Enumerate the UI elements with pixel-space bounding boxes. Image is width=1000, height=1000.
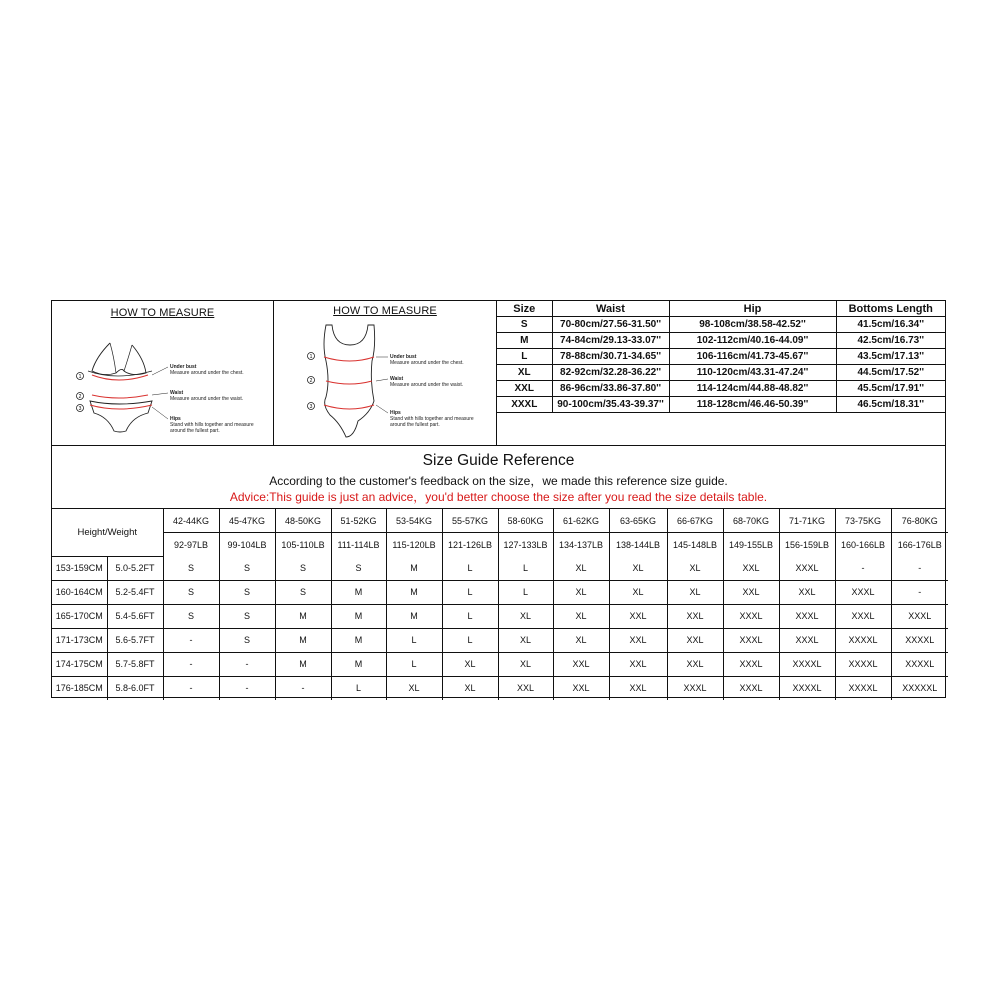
recommended-size-cell: - — [219, 652, 275, 676]
size-table-row — [497, 333, 945, 349]
recommended-size-cell: XXL — [609, 676, 667, 700]
recommended-size-cell: L — [442, 604, 498, 628]
recommended-size-cell: S — [219, 580, 275, 604]
size-column-header: Size — [497, 301, 552, 317]
size-table-row — [497, 365, 945, 381]
recommended-size-cell: M — [331, 580, 386, 604]
recommended-size-cell: XL — [442, 652, 498, 676]
weight-kg-header: 51-52KG — [331, 509, 386, 533]
height-row — [52, 676, 948, 700]
reference-table-body — [52, 556, 948, 700]
weight-kg-header: 76-80KG — [891, 509, 948, 533]
weight-kg-header: 73-75KG — [835, 509, 891, 533]
height-cm-cell: 176-185CM — [52, 676, 107, 700]
size-table-body — [497, 317, 945, 413]
recommended-size-cell: XXL — [723, 580, 779, 604]
weight-kg-header: 48-50KG — [275, 509, 331, 533]
weight-lb-header: 134-137LB — [553, 533, 609, 557]
bottoms-length-cell: 46.5cm/18.31'' — [836, 397, 945, 413]
recommended-size-cell: XXXL — [779, 628, 835, 652]
recommended-size-cell: - — [891, 580, 948, 604]
bottoms-length-cell: 43.5cm/17.13'' — [836, 349, 945, 365]
weight-lb-header: 111-114LB — [331, 533, 386, 557]
recommended-size-cell: XXL — [779, 580, 835, 604]
recommended-size-cell: L — [442, 628, 498, 652]
recommended-size-cell: XXXL — [723, 628, 779, 652]
recommended-size-cell: XL — [667, 556, 723, 580]
height-cm-cell: 153-159CM — [52, 556, 107, 580]
recommended-size-cell: XXL — [723, 556, 779, 580]
recommended-size-cell: XXXL — [667, 676, 723, 700]
waist-note: Waist Measure around under the waist. — [390, 376, 464, 388]
height-ft-cell: 5.2-5.4FT — [107, 580, 163, 604]
measure-panel-bikini — [52, 301, 274, 445]
weight-kg-header: 53-54KG — [386, 509, 442, 533]
recommended-size-cell: L — [442, 556, 498, 580]
recommended-size-cell: XXXXXL — [891, 676, 948, 700]
recommended-size-cell: M — [275, 652, 331, 676]
height-weight-reference-table — [52, 509, 948, 700]
size-table-header-row — [497, 301, 945, 317]
weight-kg-header: 61-62KG — [553, 509, 609, 533]
hip-cell: 106-116cm/41.73-45.67'' — [669, 349, 836, 365]
hip-cell: 110-120cm/43.31-47.24'' — [669, 365, 836, 381]
hip-cell: 102-112cm/40.16-44.09'' — [669, 333, 836, 349]
recommended-size-cell: S — [163, 604, 219, 628]
size-guide-advice: Advice:This guide is just an advice，you'd better choose the size after you read the size details table. — [229, 490, 768, 504]
hip-cell: 98-108cm/38.58-42.52'' — [669, 317, 836, 333]
recommended-size-cell: XXL — [667, 604, 723, 628]
svg-text:2: 2 — [78, 394, 82, 400]
svg-text:3: 3 — [309, 404, 313, 410]
recommended-size-cell: XL — [667, 580, 723, 604]
recommended-size-cell: XXXL — [723, 652, 779, 676]
how-to-measure-title: HOW TO MEASURE — [333, 305, 437, 317]
recommended-size-cell: L — [386, 628, 442, 652]
recommended-size-cell: XXXL — [779, 604, 835, 628]
recommended-size-cell: XXXL — [723, 604, 779, 628]
height-row — [52, 628, 948, 652]
height-cm-cell: 174-175CM — [52, 652, 107, 676]
recommended-size-cell: XXXXL — [779, 676, 835, 700]
recommended-size-cell: M — [386, 556, 442, 580]
recommended-size-cell: XXXL — [779, 556, 835, 580]
underbust-note: Under bust Measure around under the chest. — [170, 364, 244, 376]
recommended-size-cell: M — [386, 604, 442, 628]
underbust-note: Under bust Measure around under the chest. — [390, 354, 464, 366]
recommended-size-cell: L — [498, 556, 553, 580]
recommended-size-cell: L — [498, 580, 553, 604]
recommended-size-cell: XXXXL — [891, 652, 948, 676]
waist-cell: 70-80cm/27.56-31.50'' — [552, 317, 669, 333]
weight-lb-header: 92-97LB — [163, 533, 219, 557]
recommended-size-cell: - — [275, 676, 331, 700]
height-ft-cell: 5.0-5.2FT — [107, 556, 163, 580]
height-cm-cell: 165-170CM — [52, 604, 107, 628]
svg-text:1: 1 — [78, 374, 82, 380]
size-cell: XXXL — [497, 397, 552, 413]
recommended-size-cell: XXXXL — [835, 652, 891, 676]
recommended-size-cell: S — [163, 556, 219, 580]
recommended-size-cell: - — [835, 556, 891, 580]
recommended-size-cell: XL — [498, 628, 553, 652]
recommended-size-cell: XL — [609, 580, 667, 604]
hip-column-header: Hip — [669, 301, 836, 317]
recommended-size-cell: XXXL — [723, 676, 779, 700]
size-table-row — [497, 397, 945, 413]
recommended-size-cell: - — [219, 676, 275, 700]
recommended-size-cell: XL — [442, 676, 498, 700]
weight-lb-header: 166-176LB — [891, 533, 948, 557]
recommended-size-cell: S — [275, 580, 331, 604]
weight-lb-row — [52, 533, 948, 557]
recommended-size-cell: M — [275, 604, 331, 628]
height-row — [52, 580, 948, 604]
recommended-size-cell: - — [163, 652, 219, 676]
recommended-size-cell: S — [219, 628, 275, 652]
recommended-size-cell: XXXXL — [779, 652, 835, 676]
recommended-size-cell: - — [163, 628, 219, 652]
measure-panel-onepiece — [274, 301, 497, 445]
height-row — [52, 556, 948, 580]
height-cm-cell: 171-173CM — [52, 628, 107, 652]
height-row — [52, 604, 948, 628]
weight-kg-header: 42-44KG — [163, 509, 219, 533]
recommended-size-cell: L — [331, 676, 386, 700]
recommended-size-cell: S — [331, 556, 386, 580]
hip-cell: 118-128cm/46.46-50.39'' — [669, 397, 836, 413]
hip-cell: 114-124cm/44.88-48.82'' — [669, 381, 836, 397]
size-table-row — [497, 381, 945, 397]
recommended-size-cell: XL — [498, 652, 553, 676]
recommended-size-cell: XXL — [498, 676, 553, 700]
waist-cell: 82-92cm/32.28-36.22'' — [552, 365, 669, 381]
recommended-size-cell: XXXL — [835, 604, 891, 628]
size-cell: L — [497, 349, 552, 365]
weight-lb-header: 160-166LB — [835, 533, 891, 557]
bottoms-length-column-header: Bottoms Length — [836, 301, 945, 317]
hips-note: Hips Stand with hills together and measure around the fullest part. — [170, 416, 254, 434]
weight-kg-header: 71-71KG — [779, 509, 835, 533]
size-cell: XL — [497, 365, 552, 381]
weight-lb-header: 149-155LB — [723, 533, 779, 557]
waist-cell: 86-96cm/33.86-37.80'' — [552, 381, 669, 397]
recommended-size-cell: M — [386, 580, 442, 604]
recommended-size-cell: XL — [553, 628, 609, 652]
size-cell: M — [497, 333, 552, 349]
svg-text:2: 2 — [309, 378, 313, 384]
weight-lb-header: 115-120LB — [386, 533, 442, 557]
waist-cell: 78-88cm/30.71-34.65'' — [552, 349, 669, 365]
size-guide-description: According to the customer's feedback on the size，we made this reference size guide. — [269, 474, 728, 488]
recommended-size-cell: - — [891, 556, 948, 580]
recommended-size-cell: L — [386, 652, 442, 676]
weight-kg-header: 66-67KG — [667, 509, 723, 533]
recommended-size-cell: XL — [553, 556, 609, 580]
recommended-size-cell: L — [442, 580, 498, 604]
recommended-size-cell: M — [331, 628, 386, 652]
recommended-size-cell: XXXXL — [835, 676, 891, 700]
recommended-size-cell: XXXXL — [891, 628, 948, 652]
recommended-size-cell: XL — [553, 580, 609, 604]
size-table-row — [497, 317, 945, 333]
recommended-size-cell: M — [275, 628, 331, 652]
size-guide-heading — [52, 445, 945, 509]
weight-lb-header: 99-104LB — [219, 533, 275, 557]
recommended-size-cell: XXL — [667, 628, 723, 652]
recommended-size-cell: XL — [498, 604, 553, 628]
recommended-size-cell: M — [331, 604, 386, 628]
height-row — [52, 652, 948, 676]
waist-cell: 90-100cm/35.43-39.37'' — [552, 397, 669, 413]
weight-kg-header: 55-57KG — [442, 509, 498, 533]
hips-note: Hips Stand with hills together and measure around the fullest part. — [390, 410, 474, 428]
recommended-size-cell: XXL — [667, 652, 723, 676]
recommended-size-cell: XL — [386, 676, 442, 700]
height-weight-label: Height/Weight — [52, 509, 163, 556]
recommended-size-cell: S — [219, 604, 275, 628]
recommended-size-cell: S — [219, 556, 275, 580]
recommended-size-cell: XL — [609, 556, 667, 580]
recommended-size-cell: XXXXL — [835, 628, 891, 652]
weight-lb-header: 121-126LB — [442, 533, 498, 557]
recommended-size-cell: S — [163, 580, 219, 604]
weight-lb-header: 156-159LB — [779, 533, 835, 557]
recommended-size-cell: XXL — [553, 652, 609, 676]
weight-kg-header: 68-70KG — [723, 509, 779, 533]
size-cell: XXL — [497, 381, 552, 397]
recommended-size-cell: XXXL — [835, 580, 891, 604]
recommended-size-cell: XL — [553, 604, 609, 628]
waist-note: Waist Measure around under the waist. — [170, 390, 244, 402]
bottoms-length-cell: 45.5cm/17.91'' — [836, 381, 945, 397]
size-table-row — [497, 349, 945, 365]
waist-column-header: Waist — [552, 301, 669, 317]
recommended-size-cell: - — [163, 676, 219, 700]
height-ft-cell: 5.6-5.7FT — [107, 628, 163, 652]
weight-kg-header: 63-65KG — [609, 509, 667, 533]
recommended-size-cell: XXL — [553, 676, 609, 700]
recommended-size-cell: S — [275, 556, 331, 580]
size-cell: S — [497, 317, 552, 333]
recommended-size-cell: XXL — [609, 628, 667, 652]
weight-lb-header: 145-148LB — [667, 533, 723, 557]
size-chart-frame — [51, 300, 946, 698]
height-ft-cell: 5.8-6.0FT — [107, 676, 163, 700]
svg-text:1: 1 — [309, 354, 313, 360]
height-ft-cell: 5.7-5.8FT — [107, 652, 163, 676]
recommended-size-cell: M — [331, 652, 386, 676]
weight-lb-header: 138-144LB — [609, 533, 667, 557]
recommended-size-cell: XXXL — [891, 604, 948, 628]
weight-lb-header: 127-133LB — [498, 533, 553, 557]
bottoms-length-cell: 42.5cm/16.73'' — [836, 333, 945, 349]
weight-kg-row — [52, 509, 948, 533]
bottoms-length-cell: 41.5cm/16.34'' — [836, 317, 945, 333]
how-to-measure-title: HOW TO MEASURE — [110, 307, 215, 319]
size-guide-title: Size Guide Reference — [422, 452, 575, 469]
weight-lb-header: 105-110LB — [275, 533, 331, 557]
weight-kg-header: 58-60KG — [498, 509, 553, 533]
height-cm-cell: 160-164CM — [52, 580, 107, 604]
recommended-size-cell: XXL — [609, 652, 667, 676]
size-details-table — [497, 301, 945, 413]
height-ft-cell: 5.4-5.6FT — [107, 604, 163, 628]
bottoms-length-cell: 44.5cm/17.52'' — [836, 365, 945, 381]
top-section — [52, 301, 945, 446]
recommended-size-cell: XXL — [609, 604, 667, 628]
weight-kg-header: 45-47KG — [219, 509, 275, 533]
waist-cell: 74-84cm/29.13-33.07'' — [552, 333, 669, 349]
svg-text:3: 3 — [78, 406, 82, 412]
